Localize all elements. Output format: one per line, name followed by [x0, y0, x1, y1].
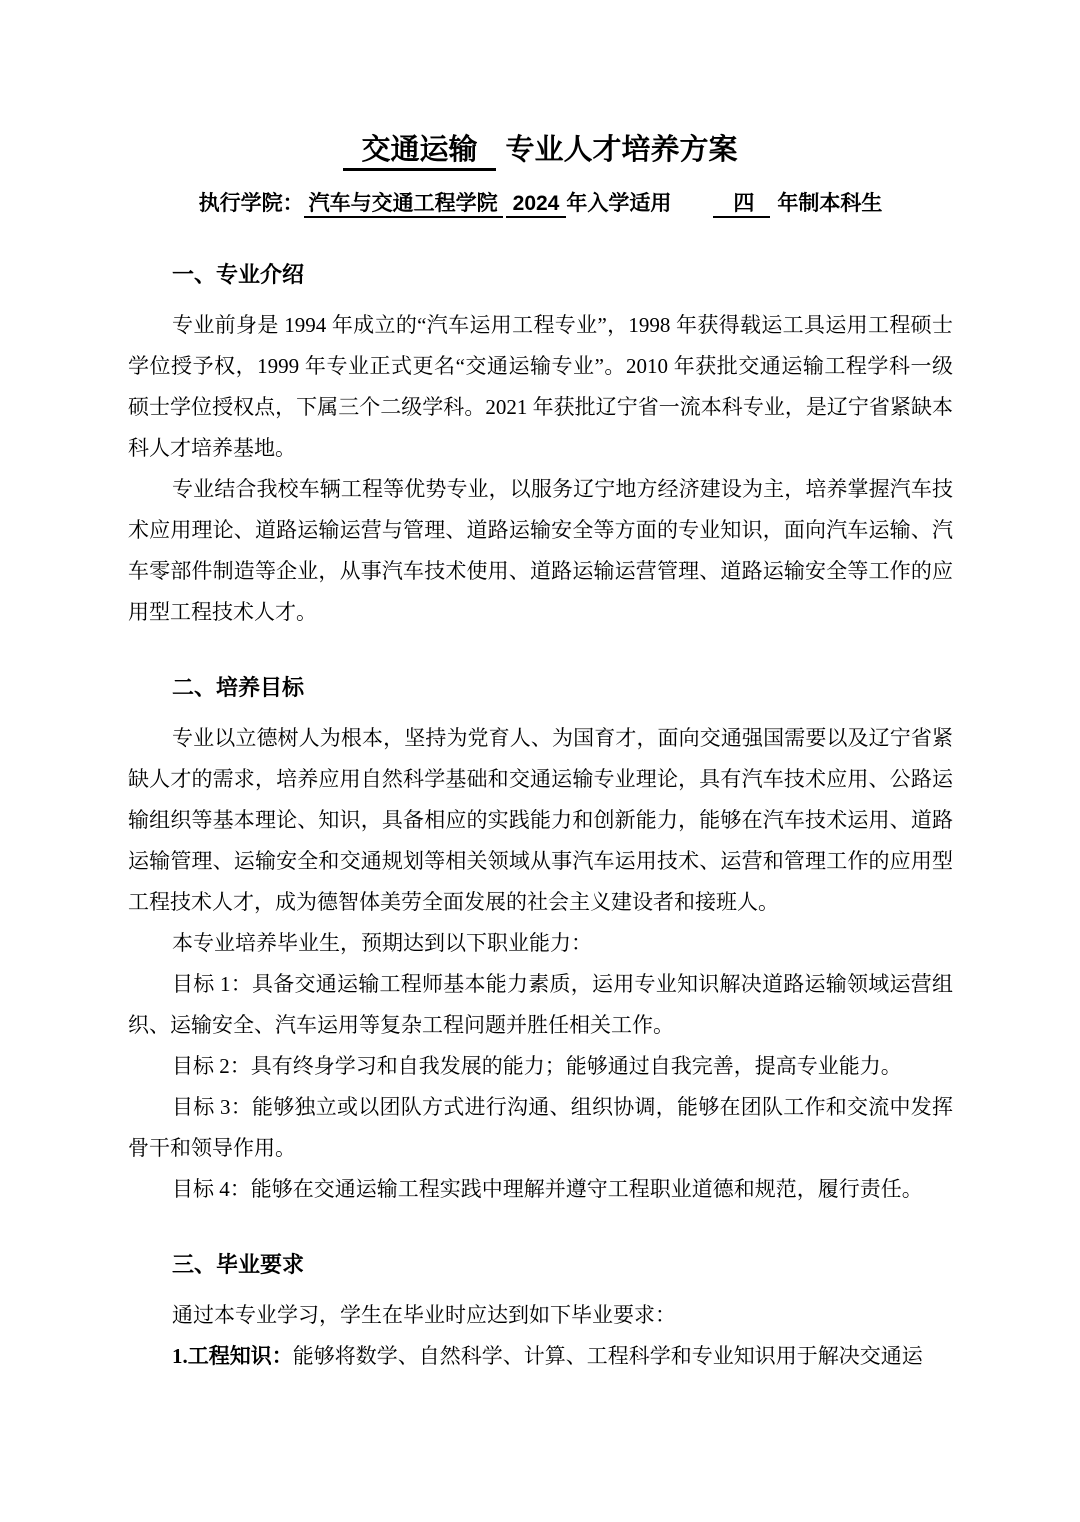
section-intro [128, 258, 953, 633]
intro-paragraph-history: 专业前身是 1994 年成立的“汽车运用工程专业”，1998 年获得载运工具运用工程硕士学位授予权，1999 年专业正式更名“交通运输专业”。2010 年获批交通运输工程学科一级硕士学位授权点，下属三个二级学科。2021 年获批辽宁省一流本科专业，是辽宁省紧缺本科人才培养基地。 [128, 313, 953, 460]
requirement-1-text: 能够将数学、自然科学、计算、工程科学和专业知识用于解决交通运 [292, 1344, 923, 1368]
objectives-paragraph-overview: 专业以立德树人为根本，坚持为党育人、为国育才，面向交通强国需要以及辽宁省紧缺人才的需求，培养应用自然科学基础和交通运输专业理论，具有汽车技术应用、公路运输组织等基本理论、知识，具备相应的实践能力和创新能力，能够在汽车技术运用、道路运输管理、运输安全和交通规划等相关领域从事汽车运用技术、运营和管理工作的应用型工程技术人才，成为德智体美劳全面发展的社会主义建设者和接班人。 [128, 726, 953, 914]
graduation-paragraph-lead: 通过本专业学习，学生在毕业时应达到如下毕业要求： [172, 1303, 676, 1327]
subtitle-line [128, 188, 953, 220]
page-title [128, 126, 953, 174]
section-heading-objectives: 二、培养目标 [172, 675, 305, 700]
requirement-1-label: 1.工程知识： [172, 1344, 293, 1368]
section-objectives [128, 671, 953, 1210]
section-heading-intro: 一、专业介绍 [172, 262, 305, 287]
title-major-field: 交通运输 [343, 134, 495, 171]
subtitle-duration-field: 四 [713, 192, 770, 218]
subtitle-after-duration: 年制本科生 [777, 192, 883, 215]
intro-paragraph-orientation: 专业结合我校车辆工程等优势专业，以服务辽宁地方经济建设为主，培养掌握汽车技术应用理论、道路运输运营与管理、道路运输安全等方面的专业知识，面向汽车运输、汽车零部件制造等企业，从事汽车技术使用、道路运输运营管理、道路运输安全等工作的应用型工程技术人才。 [128, 477, 953, 624]
objective-goal-1: 目标 1：具备交通运输工程师基本能力素质，运用专业知识解决道路运输领域运营组织、运输安全、汽车运用等复杂工程问题并胜任相关工作。 [128, 972, 953, 1037]
subtitle-college-field: 汽车与交通工程学院 [304, 192, 503, 218]
graduation-requirement-1 [128, 1336, 953, 1377]
objectives-paragraph-lead: 本专业培养毕业生，预期达到以下职业能力： [172, 931, 592, 955]
subtitle-after-year: 年入学适用 [566, 192, 672, 215]
section-heading-graduation: 三、毕业要求 [172, 1252, 305, 1277]
section-graduation-requirements [128, 1248, 953, 1377]
objective-goal-2: 目标 2：具有终身学习和自我发展的能力；能够通过自我完善，提高专业能力。 [172, 1054, 902, 1078]
subtitle-year-field: 2024 [506, 192, 567, 218]
title-rest: 专业人才培养方案 [505, 134, 738, 166]
subtitle-label: 执行学院： [198, 192, 304, 215]
objective-goal-3: 目标 3：能够独立或以团队方式进行沟通、组织协调，能够在团队工作和交流中发挥骨干和领导作用。 [128, 1095, 953, 1160]
objective-goal-4: 目标 4：能够在交通运输工程实践中理解并遵守工程职业道德和规范，履行责任。 [172, 1177, 923, 1201]
